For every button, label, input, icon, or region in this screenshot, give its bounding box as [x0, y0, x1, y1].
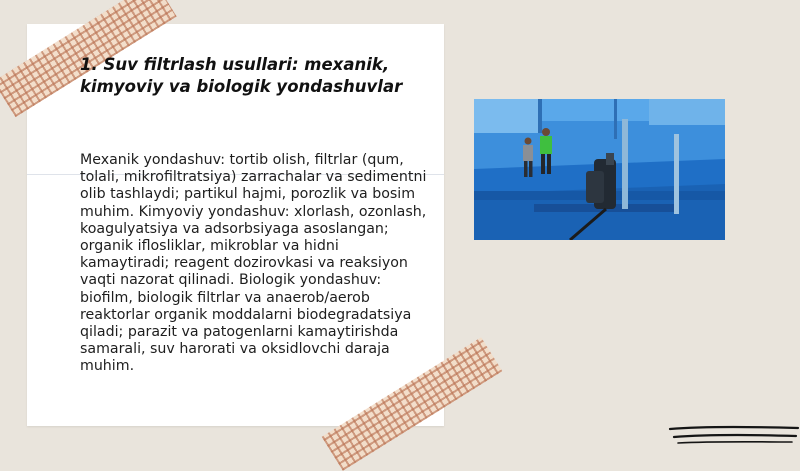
slide-title: 1. Suv filtrlash usullari: mexanik, kimyoviy va biologik yondashuvlar	[80, 55, 403, 96]
photo-illustration	[474, 99, 725, 240]
slide-body-text: Mexanik yondashuv: tortib olish, filtrlar (qum, tolali, mikrofiltratsiya) zarrachalar va sedimentni olib tashlaydi; partikul hajmi, porozlik va bosim muhim. Kimyoviy yondashuv: xlorlash, ozonlash, koagulyatsiya va adsorbsiyaga asoslangan; organik iflosliklar, mikroblar va hidni kamaytiradi; reagent dozirovkasi va reaksiyon vaqti nazorat qilinadi. Biologik yondashuv: biofilm, biologik filtrlar va anaerob/aerob reaktorlar organik moddalarni biodegradatsiya qiladi; parazit va patogenlarni kamaytirishda samarali, suv harorati va oksidlovchi daraja muhim.	[80, 152, 427, 375]
water-treatment-photo	[474, 99, 725, 240]
scribble-lines	[668, 418, 800, 448]
